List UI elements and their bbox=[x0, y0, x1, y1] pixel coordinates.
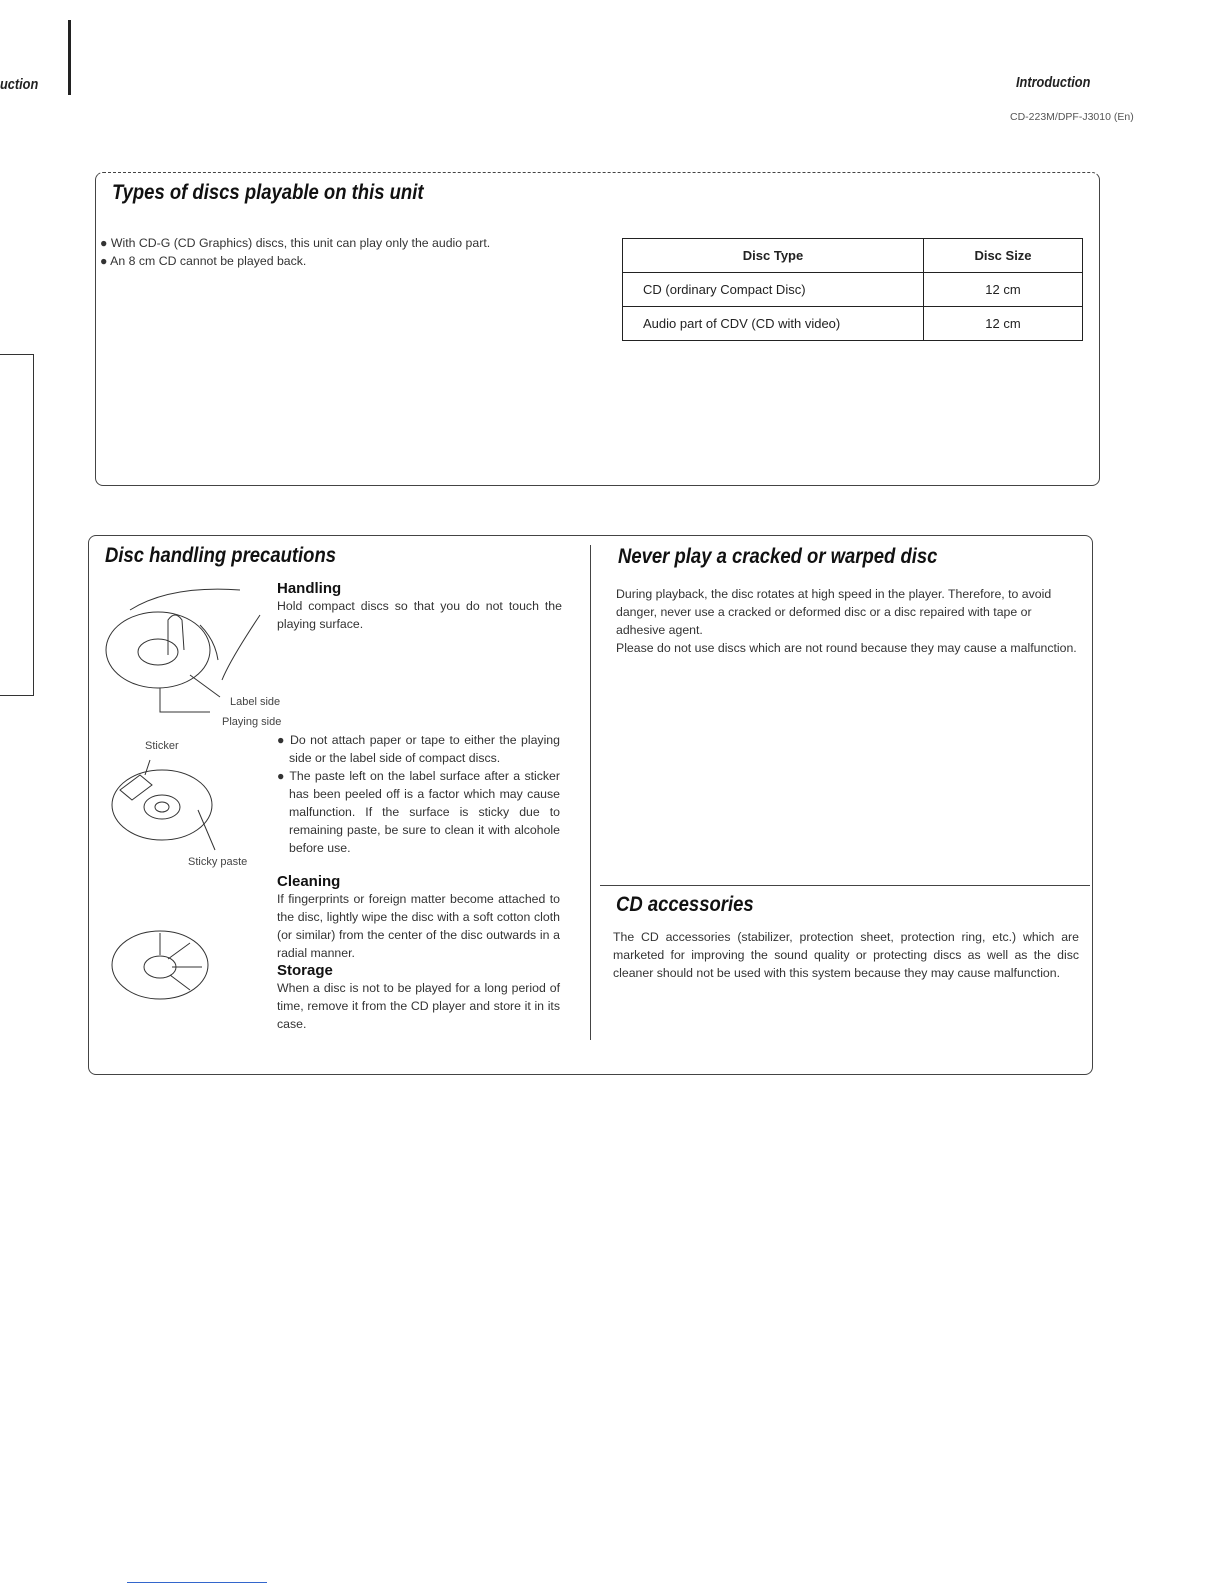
table-row: Audio part of CDV (CD with video) 12 cm bbox=[623, 307, 1083, 341]
types-title: Types of discs playable on this unit bbox=[112, 181, 424, 204]
sticker-caption: Sticker bbox=[145, 740, 179, 752]
storage-paragraph: When a disc is not to be played for a long period of time, remove it from the CD player and store it in its case. bbox=[277, 981, 560, 1031]
col-header: Disc Size bbox=[924, 239, 1083, 273]
cleaning-block bbox=[277, 873, 560, 1033]
section-header: Introduction bbox=[1016, 74, 1091, 91]
bullet: ● Do not attach paper or tape to either the playing side or the label side of compact discs. bbox=[277, 733, 560, 765]
row-divider bbox=[600, 885, 1090, 886]
table-row: CD (ordinary Compact Disc) 12 cm bbox=[623, 273, 1083, 307]
cleaning-heading: Cleaning bbox=[277, 873, 341, 890]
cracked-text bbox=[616, 585, 1082, 657]
cracked-title: Never play a cracked or warped disc bbox=[618, 545, 938, 568]
cracked-paragraph: During playback, the disc rotates at high speed in the player. Therefore, to avoid danger, never use a cracked or deformed disc or a disc repaired with tape or adhesive agent. bbox=[616, 587, 1052, 637]
handling-title: Disc handling precautions bbox=[105, 544, 337, 567]
left-page-box bbox=[0, 354, 34, 696]
bullet: ● The paste left on the label surface after a sticker has been peeled off is a factor which may cause malfunction. If the surface is sticky due to remaining paste, be sure to clean it with alcohole before use. bbox=[277, 769, 560, 855]
column-divider bbox=[590, 545, 591, 1040]
bullet: ● With CD-G (CD Graphics) discs, this unit can play only the audio part. bbox=[100, 236, 491, 250]
storage-heading: Storage bbox=[277, 962, 333, 979]
bullet: ● An 8 cm CD cannot be played back. bbox=[100, 254, 307, 268]
accessories-title: CD accessories bbox=[616, 893, 754, 916]
sticker-disc-illustration bbox=[110, 755, 240, 855]
accessories-paragraph: The CD accessories (stabilizer, protection sheet, protection ring, etc.) which are marketed for improving the sound quality or protecting discs as well as the disc cleaner should not be used with this system because they may cause malfunction. bbox=[613, 930, 1079, 980]
handling-paragraph: Hold compact discs so that you do not touch the playing surface. bbox=[277, 599, 562, 631]
disc-type-table bbox=[622, 238, 1083, 341]
edge-line bbox=[127, 1582, 267, 1583]
handling-text-column bbox=[277, 580, 562, 633]
handling-heading: Handling bbox=[277, 580, 342, 597]
col-header: Disc Type bbox=[623, 239, 924, 273]
label-side-caption: Label side bbox=[230, 696, 281, 708]
cleaning-paragraph: If fingerprints or foreign matter become attached to the disc, lightly wipe the disc with a soft cotton cloth (or similar) from the center of the disc outwards in a radial manner. bbox=[277, 892, 560, 960]
handling-bullets bbox=[277, 731, 560, 857]
model-number: CD-223M/DPF-J3010 (En) bbox=[1010, 111, 1134, 123]
cracked-paragraph: Please do not use discs which are not round because they may cause a malfunction. bbox=[616, 641, 1077, 655]
cleaning-disc-illustration bbox=[110, 925, 220, 1005]
sticky-paste-caption: Sticky paste bbox=[188, 856, 248, 868]
playing-side-caption: Playing side bbox=[222, 716, 282, 728]
left-page-header: uction bbox=[0, 76, 39, 93]
edge-mark bbox=[68, 20, 71, 95]
types-bullets bbox=[100, 234, 490, 270]
